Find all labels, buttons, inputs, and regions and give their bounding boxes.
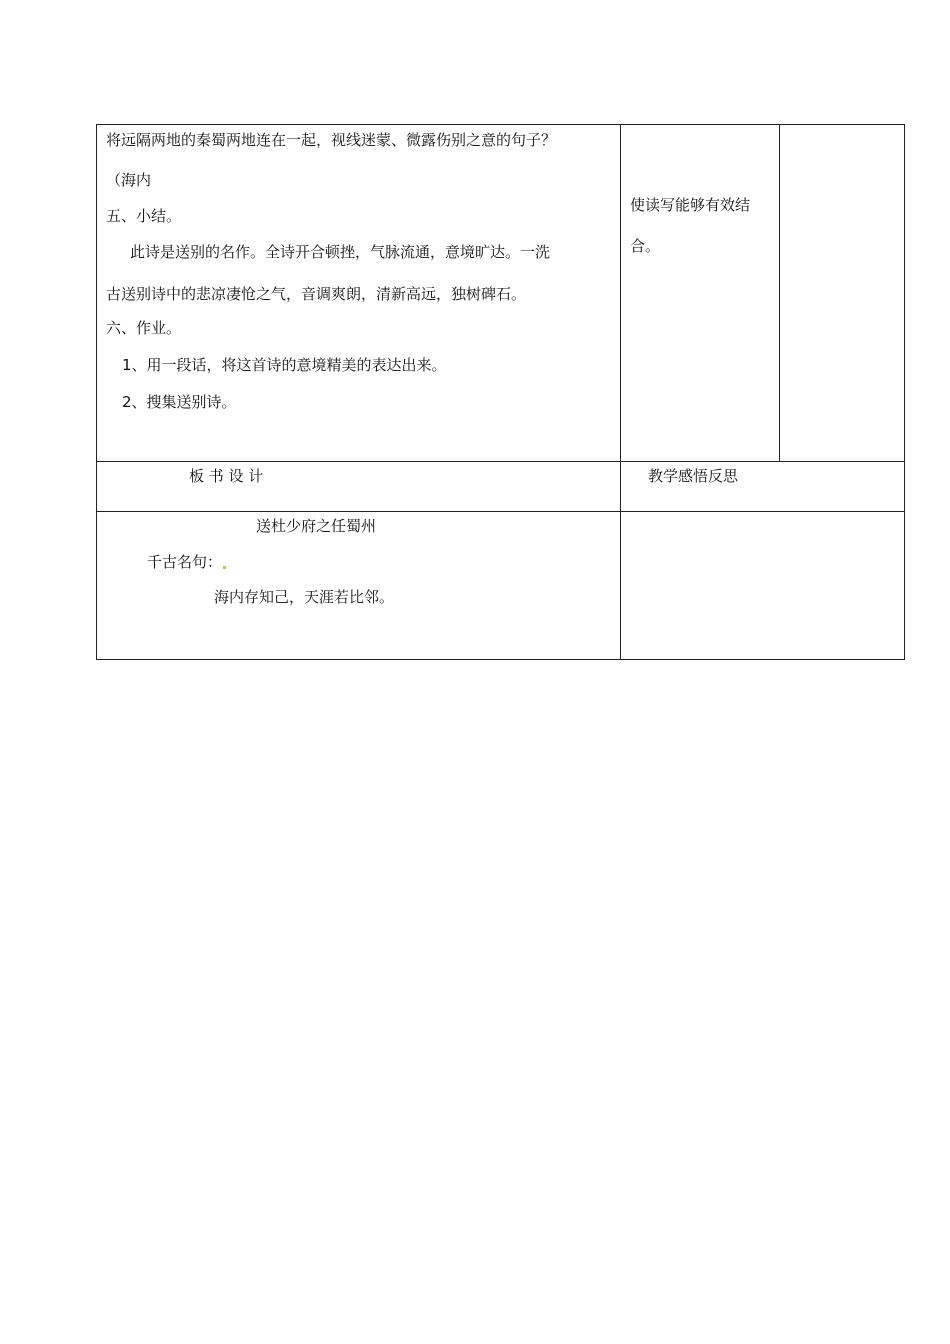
question-text: 将远隔两地的秦蜀两地连在一起，视线迷蒙、微露伤别之意的句子？ — [106, 131, 557, 149]
famous-quote: 海内存知己，天涯若比邻。 — [214, 588, 395, 606]
section-summary-heading: 五、小结。 — [106, 207, 182, 225]
homework-item-2: 2、搜集送别诗。 — [122, 393, 237, 411]
lesson-content-cell — [97, 125, 621, 462]
content-row — [97, 125, 905, 462]
board-row — [97, 512, 905, 660]
poem-title: 送杜少府之任蜀州 — [256, 517, 377, 535]
board-design-header: 板 书 设 计 — [189, 467, 264, 485]
famous-lines-label: 千古名句： — [147, 553, 223, 571]
lesson-plan-table — [96, 124, 905, 660]
reflection-header-cell — [621, 462, 905, 512]
header-row — [97, 462, 905, 512]
section-homework-heading: 六、作业。 — [106, 319, 182, 337]
intent-line-2: 合。 — [630, 237, 661, 255]
summary-paragraph-line-1: 此诗是送别的名作。全诗开合顿挫，气脉流通，意境旷达。一洗 — [130, 243, 551, 261]
mark-dot — [223, 566, 226, 569]
homework-item-1: 1、用一段话，将这首诗的意境精美的表达出来。 — [122, 356, 447, 374]
famous-lines-label-wrap — [147, 553, 227, 571]
teaching-intent-cell — [621, 125, 780, 462]
summary-paragraph-line-2: 古送别诗中的悲凉凄怆之气，音调爽朗，清新高远，独树碑石。 — [106, 285, 527, 303]
reflection-content-cell — [621, 512, 905, 660]
board-content-cell — [97, 512, 621, 660]
empty-notes-cell — [780, 125, 905, 462]
board-design-header-cell — [97, 462, 621, 512]
reflection-header: 教学感悟反思 — [648, 467, 739, 485]
answer-text: （海内 — [106, 171, 152, 189]
intent-line-1: 使读写能够有效结 — [630, 196, 751, 214]
